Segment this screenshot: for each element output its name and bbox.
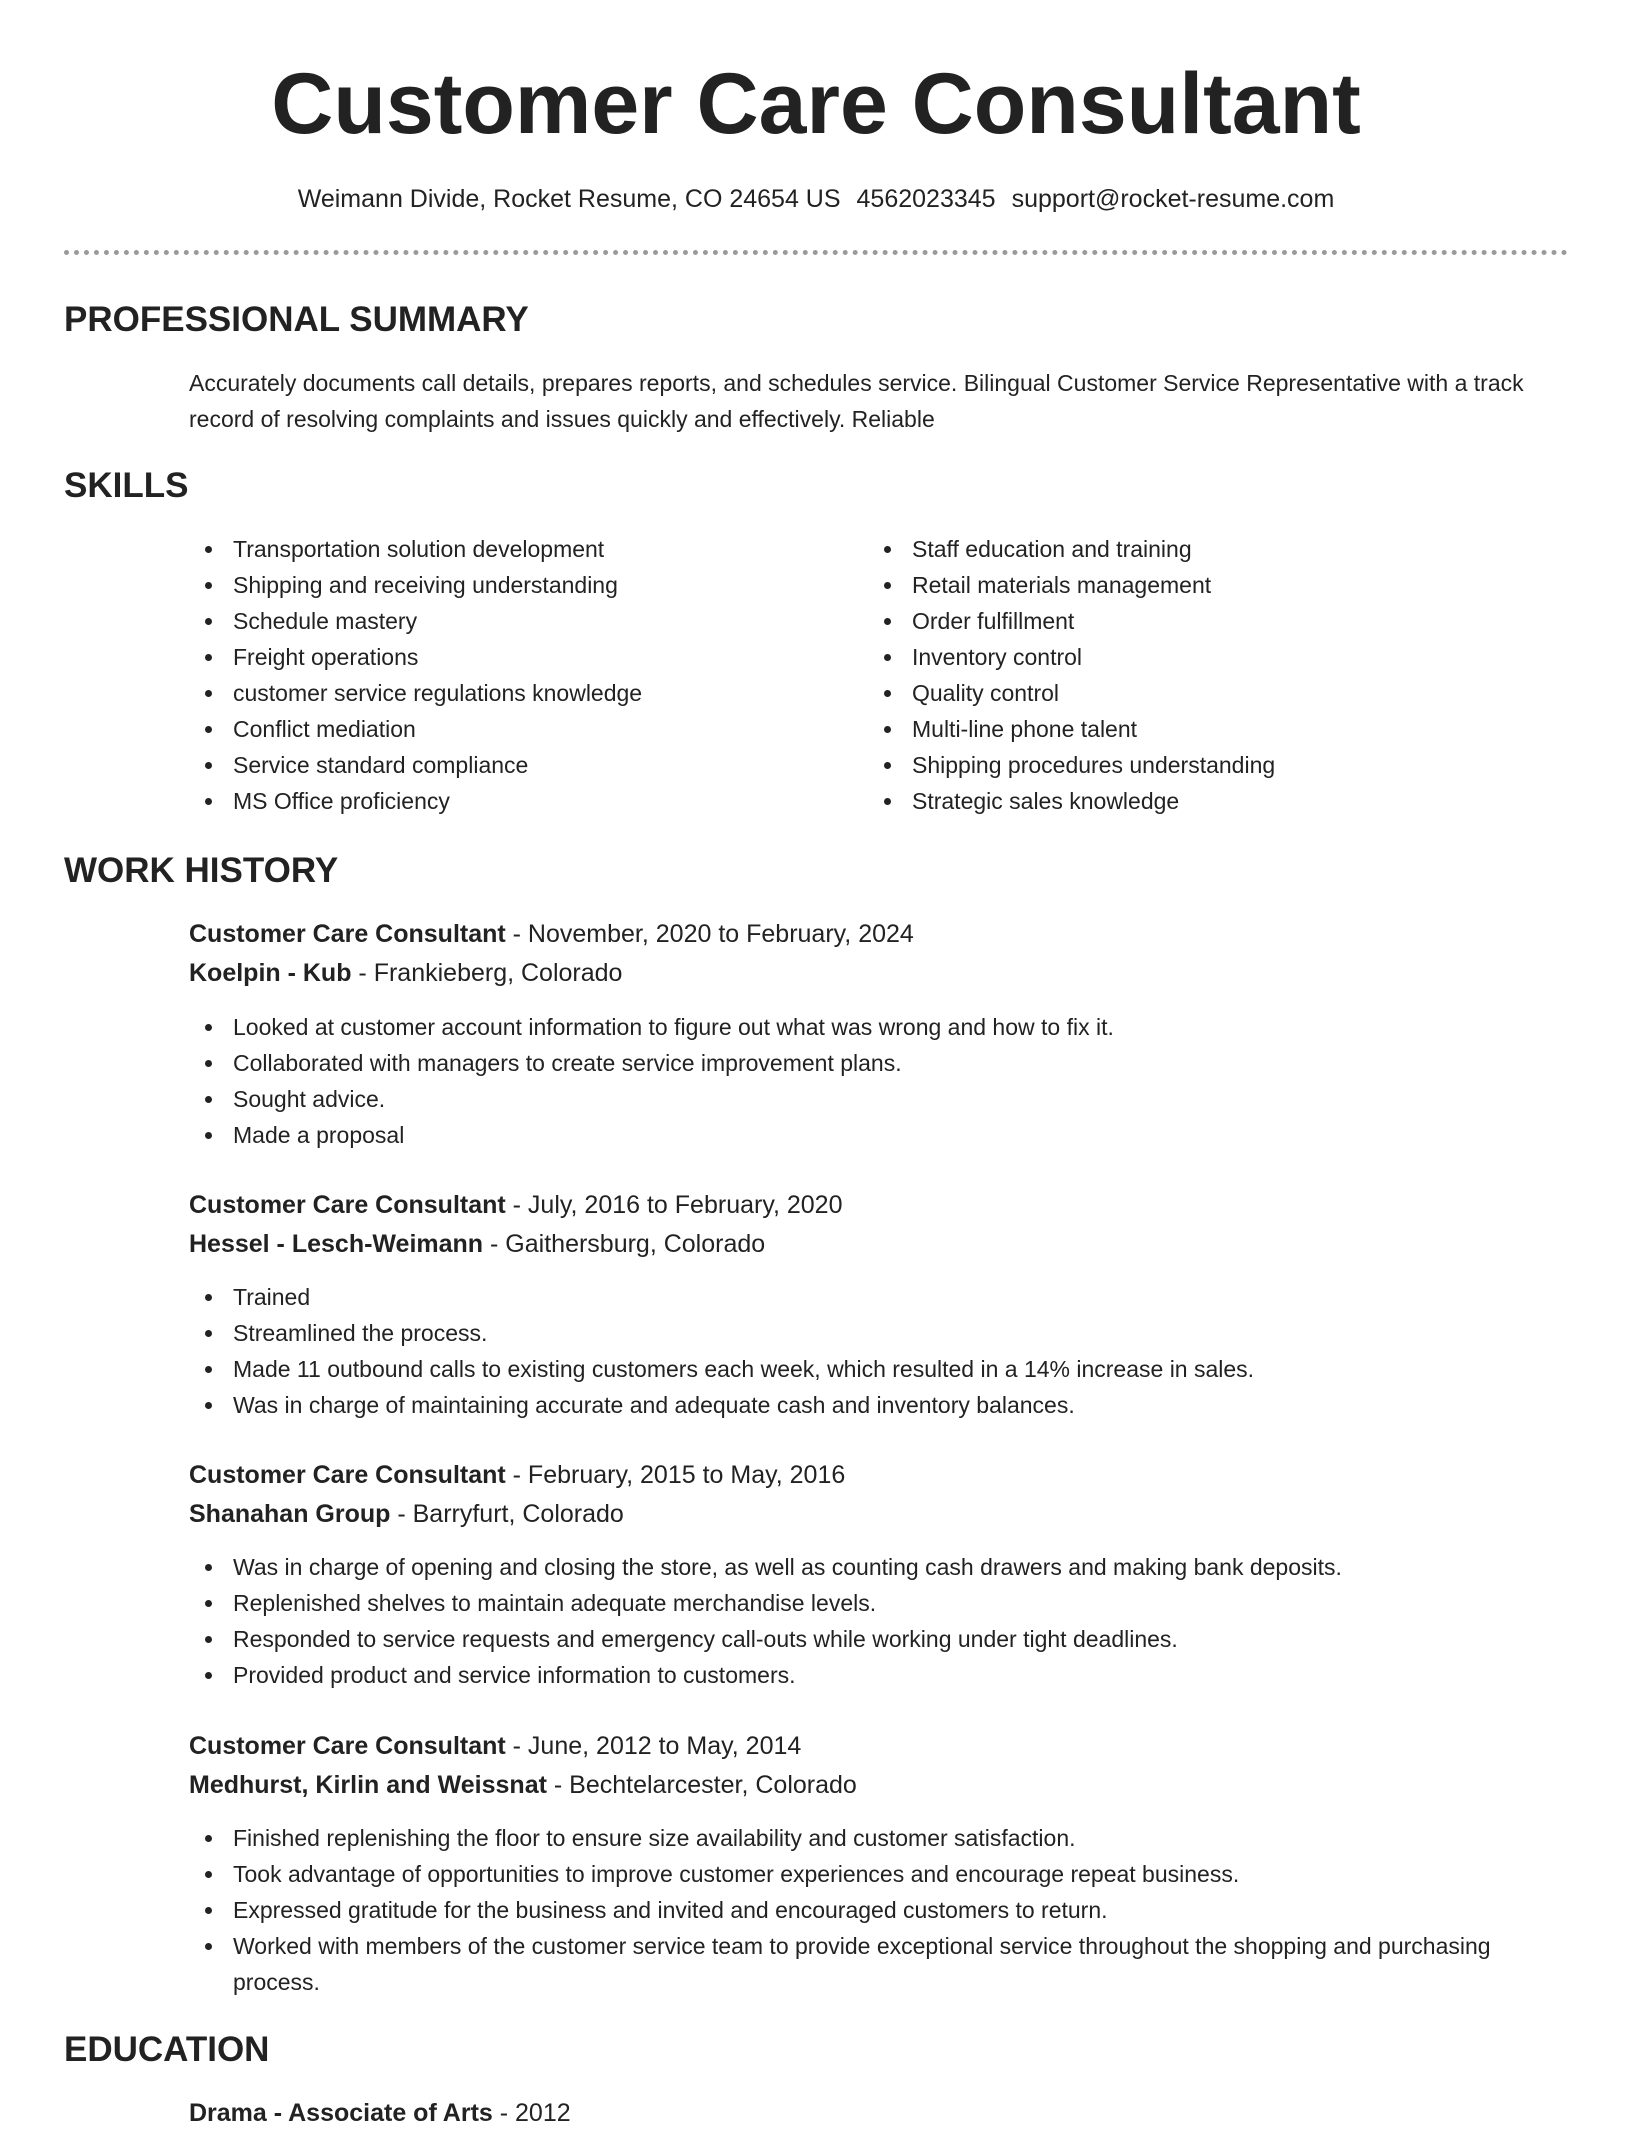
job-title-line xyxy=(189,1456,845,1494)
job-company: Hessel - Lesch-Weimann xyxy=(189,1230,484,1258)
skill-item: Schedule mastery xyxy=(189,603,849,639)
job-duty: Provided product and service information to customers. xyxy=(189,1657,1569,1693)
job-company-line xyxy=(189,1495,624,1533)
job-duty: Was in charge of maintaining accurate and adequate cash and inventory balances. xyxy=(189,1387,1569,1423)
job-duty: Sought advice. xyxy=(189,1081,1569,1117)
summary-text: Accurately documents call details, prepares reports, and schedules service. Bilingual Customer Service Representative with a track record of resolving complaints and issues quickly and effectively. Reliable xyxy=(189,370,1524,432)
skill-item: Retail materials management xyxy=(868,567,1568,603)
job-duties-list xyxy=(189,1009,1569,1153)
job-title: Customer Care Consultant xyxy=(189,920,506,948)
job-company: Medhurst, Kirlin and Weissnat xyxy=(189,1771,547,1799)
job-duty: Looked at customer account information to figure out what was wrong and how to fix it. xyxy=(189,1009,1569,1045)
job-duty: Responded to service requests and emergency call-outs while working under tight deadlines. xyxy=(189,1621,1569,1657)
skill-item: Service standard compliance xyxy=(189,747,849,783)
job-title-line xyxy=(189,1727,801,1765)
education-entry xyxy=(189,2094,571,2132)
skill-item: Shipping procedures understanding xyxy=(868,747,1568,783)
job-company-line xyxy=(189,1766,857,1804)
skills-heading: SKILLS xyxy=(64,466,189,505)
resume-title: Customer Care Consultant xyxy=(271,56,1361,152)
skill-item: Quality control xyxy=(868,675,1568,711)
job-duty: Replenished shelves to maintain adequate merchandise levels. xyxy=(189,1585,1569,1621)
job-title-line xyxy=(189,1186,842,1224)
job-title-line xyxy=(189,915,914,953)
skill-item: customer service regulations knowledge xyxy=(189,675,849,711)
education-heading: EDUCATION xyxy=(64,2030,270,2069)
job-duty: Streamlined the process. xyxy=(189,1315,1569,1351)
work-history-heading: WORK HISTORY xyxy=(64,851,339,890)
job-dates: - November, 2020 to February, 2024 xyxy=(505,920,914,948)
summary-heading: PROFESSIONAL SUMMARY xyxy=(64,300,529,339)
job-duty: Made a proposal xyxy=(189,1117,1569,1153)
education-field: Drama - Associate of Arts xyxy=(189,2099,493,2127)
job-duty: Trained xyxy=(189,1279,1569,1315)
job-dates: - February, 2015 to May, 2016 xyxy=(505,1461,846,1489)
job-duty: Took advantage of opportunities to improve customer experiences and encourage repeat business. xyxy=(189,1856,1569,1892)
job-company-line xyxy=(189,954,622,992)
job-location: - Frankieberg, Colorado xyxy=(351,959,623,987)
contact-phone: 4562023345 xyxy=(856,185,996,213)
job-duty: Worked with members of the customer service team to provide exceptional service throughout the shopping and purchasing process. xyxy=(189,1928,1569,2000)
contact-address: Weimann Divide, Rocket Resume, CO 24654 US xyxy=(297,185,841,213)
job-duty: Expressed gratitude for the business and invited and encouraged customers to return. xyxy=(189,1892,1569,1928)
skill-item: Strategic sales knowledge xyxy=(868,783,1568,819)
job-location: - Barryfurt, Colorado xyxy=(390,1500,624,1528)
job-duties-list xyxy=(189,1279,1569,1423)
skills-list-left xyxy=(189,531,849,819)
skill-item: MS Office proficiency xyxy=(189,783,849,819)
job-dates: - June, 2012 to May, 2014 xyxy=(505,1732,802,1760)
contact-email: support@rocket-resume.com xyxy=(1011,185,1335,213)
job-duty: Was in charge of opening and closing the store, as well as counting cash drawers and making bank deposits. xyxy=(189,1549,1569,1585)
job-title: Customer Care Consultant xyxy=(189,1191,506,1219)
job-company-line xyxy=(189,1225,765,1263)
skills-list-right xyxy=(868,531,1568,819)
job-duties-list xyxy=(189,1549,1569,1693)
job-duty: Finished replenishing the floor to ensure size availability and customer satisfaction. xyxy=(189,1820,1569,1856)
skill-item: Order fulfillment xyxy=(868,603,1568,639)
job-title: Customer Care Consultant xyxy=(189,1461,506,1489)
job-duties-list xyxy=(189,1820,1569,2000)
education-year: - 2012 xyxy=(492,2099,571,2127)
header-divider xyxy=(64,250,1568,255)
contact-line xyxy=(0,182,1632,216)
skill-item: Staff education and training xyxy=(868,531,1568,567)
skill-item: Transportation solution development xyxy=(189,531,849,567)
skill-item: Shipping and receiving understanding xyxy=(189,567,849,603)
job-location: - Gaithersburg, Colorado xyxy=(483,1230,766,1258)
skill-item: Multi-line phone talent xyxy=(868,711,1568,747)
job-company: Koelpin - Kub xyxy=(189,959,352,987)
skill-item: Freight operations xyxy=(189,639,849,675)
job-company: Shanahan Group xyxy=(189,1500,391,1528)
job-duty: Made 11 outbound calls to existing customers each week, which resulted in a 14% increase in sales. xyxy=(189,1351,1569,1387)
job-dates: - July, 2016 to February, 2020 xyxy=(505,1191,843,1219)
skill-item: Inventory control xyxy=(868,639,1568,675)
job-duty: Collaborated with managers to create service improvement plans. xyxy=(189,1045,1569,1081)
job-location: - Bechtelarcester, Colorado xyxy=(546,1771,857,1799)
job-title: Customer Care Consultant xyxy=(189,1732,506,1760)
skill-item: Conflict mediation xyxy=(189,711,849,747)
